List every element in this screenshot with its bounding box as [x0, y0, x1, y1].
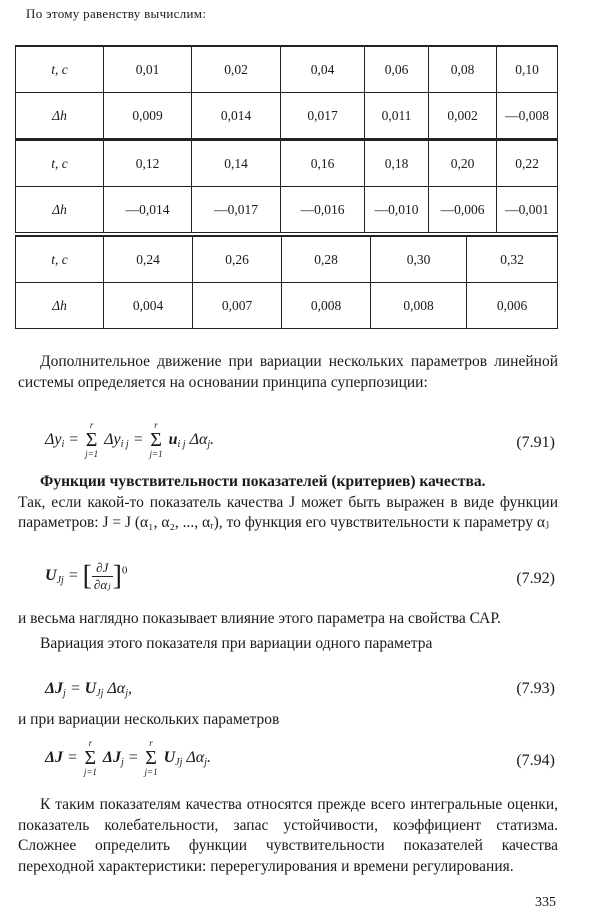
- equation-7-94: [45, 738, 555, 778]
- equation-number: (7.94): [516, 752, 555, 769]
- equation-number: (7.92): [516, 570, 555, 587]
- table-cell: 0,32: [467, 236, 558, 283]
- paragraph-text: Вариация этого показателя при вариации одного параметра: [40, 634, 433, 652]
- eq-symbol: u: [168, 430, 178, 448]
- summation-symbol: r Σ j=1: [85, 420, 99, 459]
- eq-symbol: Δα: [107, 680, 126, 697]
- table-cell: Δh: [16, 283, 104, 329]
- table-row: [16, 140, 558, 187]
- eq-symbol: Δy: [45, 430, 62, 448]
- eq-subscript: j: [120, 756, 124, 768]
- table-cell: —0,010: [365, 187, 429, 233]
- data-table-3: [15, 235, 558, 329]
- table-row: [16, 187, 558, 233]
- table-cell: 0,011: [365, 93, 429, 139]
- table-cell: —0,017: [192, 187, 281, 233]
- eq-punctuation: ,: [127, 680, 132, 697]
- page-number: 335: [535, 895, 556, 910]
- equation-formula: $U_{Jj}$ = [ $\frac{\partial J}{\text{∂αⱼ}}$ ]$^0$: [45, 560, 128, 592]
- sum-lower-limit: j=1: [83, 767, 97, 777]
- table-cell: Δh: [16, 187, 104, 233]
- fraction-numerator: ∂J: [92, 560, 113, 577]
- sum-upper-limit: r: [88, 738, 93, 748]
- table-cell: 0,08: [429, 46, 497, 93]
- sum-lower-limit: j=1: [149, 449, 163, 459]
- table-cell: 0,017: [281, 93, 365, 139]
- table-cell: 0,002: [429, 93, 497, 139]
- equation-number: (7.91): [516, 434, 555, 451]
- paragraph-superposition: [18, 352, 558, 393]
- table-cell: —0,006: [429, 187, 497, 233]
- paragraph-influence: [18, 609, 558, 654]
- eq-symbol: ΔJ: [45, 680, 64, 697]
- table-cell: 0,014: [192, 93, 281, 139]
- table-cell: 0,12: [104, 140, 192, 187]
- table-row: [16, 46, 558, 93]
- table-cell: t, с: [16, 140, 104, 187]
- table-cell: 0,18: [365, 140, 429, 187]
- paragraph-text: Дополнительное движение при вариации нескольких параметров линейной системы определяется на основании принципа суперпозиции:: [18, 353, 558, 391]
- table-cell: —0,014: [104, 187, 192, 233]
- eq-subscript: j: [204, 756, 207, 768]
- table-cell: 0,28: [282, 236, 371, 283]
- table-cell: 0,008: [371, 283, 467, 329]
- eq-subscript: j: [125, 688, 128, 699]
- eq-subscript: Jj: [96, 688, 104, 699]
- table-cell: 0,16: [281, 140, 365, 187]
- table-row: [16, 283, 558, 329]
- table-cell: t, с: [16, 236, 104, 283]
- data-table-2: [15, 139, 558, 233]
- intro-text: По этому равенству вычислим:: [26, 6, 207, 21]
- table-cell: —0,008: [497, 93, 558, 139]
- table-cell: 0,04: [281, 46, 365, 93]
- table-cell: 0,01: [104, 46, 192, 93]
- table-cell: 0,006: [467, 283, 558, 329]
- fraction: [92, 560, 113, 593]
- fraction-denominator: ∂αⱼ: [93, 577, 111, 592]
- sum-upper-limit: r: [89, 420, 94, 430]
- paragraph-text: и весьма наглядно показывает влияние этого параметра на свойства САР.: [18, 610, 501, 627]
- eq-superscript: 0: [121, 564, 128, 577]
- paragraph-text: К таким показателям качества относятся прежде всего интегральные оценки, показатель колебательности, запас устойчивости, коэффициент статизма. Сложнее определить функции чувствительности показателей качества переходной характеристики: перерегулирования и времени регулирования.: [18, 796, 558, 875]
- eq-symbol: U: [45, 567, 57, 585]
- table-cell: 0,30: [371, 236, 467, 283]
- table-cell: t, с: [16, 46, 104, 93]
- table-cell: 0,004: [104, 283, 193, 329]
- section-heading: [18, 472, 558, 493]
- summation-symbol: r Σ j=1: [83, 738, 97, 777]
- table-cell: 0,20: [429, 140, 497, 187]
- equation-formula: $\Delta y_i$ = r Σ j=1 $\Delta y_{i j}$ = r Σ j=1 $u_{i j}$ $\Delta\alpha_j$.: [45, 420, 215, 459]
- equation-formula: ΔJ = r Σ j=1 $\Delta J_j$ = r Σ j=1 $U_{Jj}$ $\Delta\alpha_j$.: [45, 738, 211, 777]
- data-table-1: [15, 45, 558, 139]
- table-row: [16, 236, 558, 283]
- eq-subscript: Jj: [56, 575, 64, 587]
- equation-7-93: [45, 680, 555, 699]
- table-cell: 0,14: [192, 140, 281, 187]
- paragraph-quality-indicators: [18, 795, 558, 877]
- table-cell: 0,007: [193, 283, 282, 329]
- paragraph-several: [18, 710, 558, 731]
- table-cell: 0,009: [104, 93, 192, 139]
- eq-subscript: j: [63, 688, 66, 699]
- eq-punctuation: .: [206, 748, 211, 766]
- eq-symbol: U: [84, 680, 97, 697]
- equation-formula: $\Delta J_j = U_{Jj}$ $\Delta\alpha_j$,: [45, 680, 132, 699]
- sum-lower-limit: j=1: [144, 767, 158, 777]
- equation-number: (7.93): [516, 680, 555, 697]
- table-cell: 0,02: [192, 46, 281, 93]
- table-cell: Δh: [16, 93, 104, 139]
- table-cell: 0,06: [365, 46, 429, 93]
- eq-symbol: U: [163, 748, 176, 766]
- equation-7-92: [45, 560, 555, 593]
- table-cell: 0,008: [282, 283, 371, 329]
- sum-upper-limit: r: [154, 420, 158, 430]
- eq-symbol: Δα: [189, 430, 208, 448]
- eq-symbol: ΔJ: [102, 748, 121, 766]
- table-cell: 0,10: [497, 46, 558, 93]
- eq-symbol: Δy: [104, 430, 121, 448]
- paragraph-text: Так, если какой-то показатель качества J может быть выражен в виде функции параметров: J = J (α₁, α₂, ..., αᵣ), то функция его чувствительности к параметру αⱼ: [18, 493, 558, 531]
- summation-symbol: r Σ j=1: [144, 738, 158, 777]
- paragraph-text: и при вариации нескольких параметров: [18, 711, 280, 728]
- eq-subscript: i j: [120, 438, 129, 450]
- paragraph-sensitivity: [18, 472, 558, 534]
- eq-subscript: i j: [177, 438, 186, 450]
- eq-symbol: ΔJ: [45, 748, 64, 766]
- table-cell: 0,26: [193, 236, 282, 283]
- sum-lower-limit: j=1: [85, 449, 99, 459]
- eq-subscript: j: [207, 438, 211, 450]
- summation-symbol: r Σ j=1: [149, 420, 163, 459]
- eq-symbol: Δα: [186, 748, 205, 766]
- table-cell: 0,22: [497, 140, 558, 187]
- table-cell: —0,016: [281, 187, 365, 233]
- sum-upper-limit: r: [149, 738, 153, 748]
- table-row: [16, 93, 558, 139]
- section-title: Функции чувствительности показателей (критериев) качества.: [40, 473, 486, 490]
- table-cell: —0,001: [497, 187, 558, 233]
- eq-subscript: Jj: [175, 756, 183, 768]
- table-cell: 0,24: [104, 236, 193, 283]
- eq-subscript: i: [61, 438, 65, 450]
- equation-7-91: [45, 420, 555, 460]
